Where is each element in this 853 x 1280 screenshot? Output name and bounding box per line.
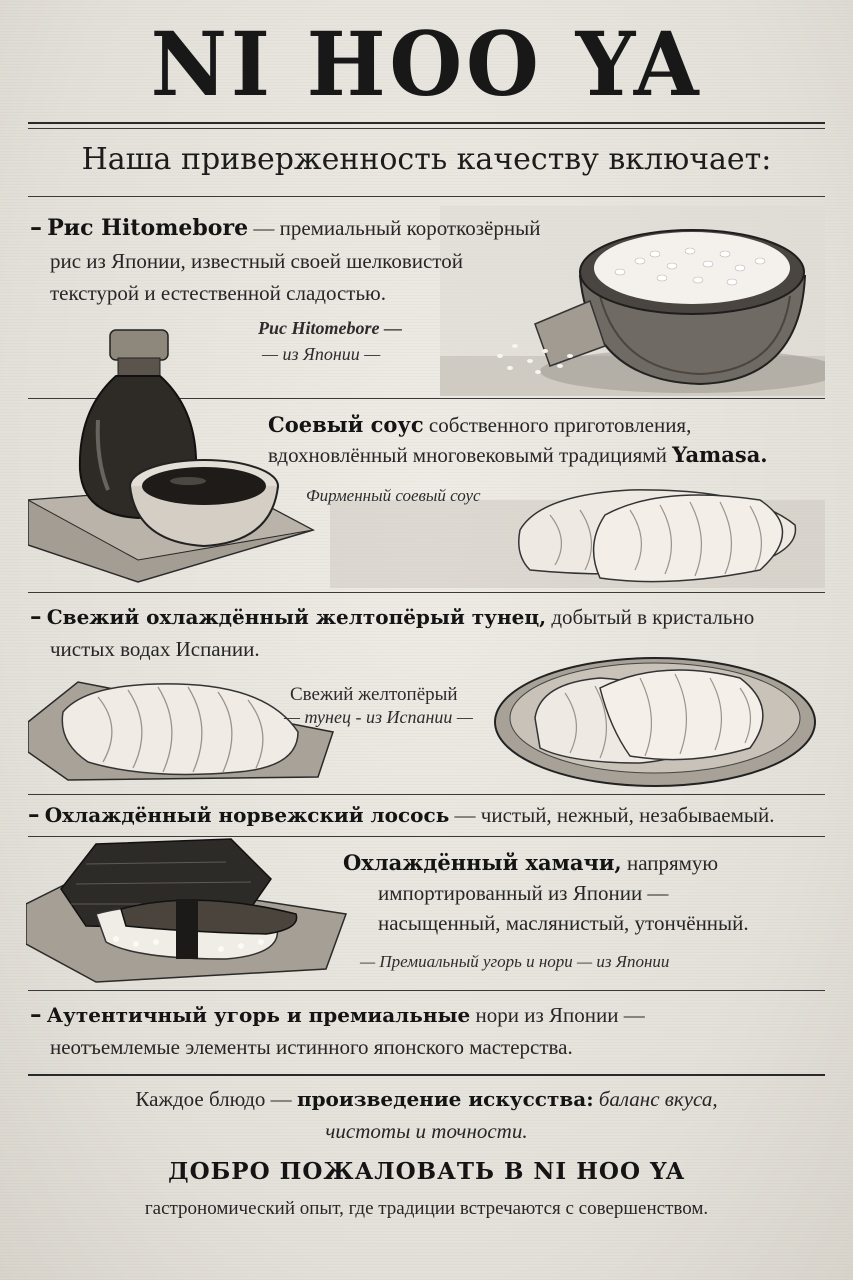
tuna-line-2: чистых водах Испании. (50, 637, 260, 661)
rice-line-3: текстурой и естественной сладостью. (50, 281, 386, 305)
tuna-title: Свежий охлаждённый желтопёрый тунец, (46, 605, 547, 629)
divider-tuna (28, 794, 825, 795)
eel-line-2: неотъемлемые элементы истинного японского мастерства. (50, 1035, 573, 1059)
hamachi-line-1: напрямую (621, 851, 719, 875)
soy-description (268, 410, 691, 440)
footer-divider (28, 1074, 825, 1076)
hamachi-title: Охлаждённый хамачи, (343, 850, 622, 875)
soy-caption: Фирменный соевый соус (306, 486, 481, 505)
rice-description (30, 212, 590, 243)
hamachi-line-3: насыщенный, маслянистый, утончённый. (378, 911, 749, 935)
eel-nori-sushi-illustration (26, 834, 351, 984)
rice-title: Рис Hitomebore (47, 215, 249, 241)
divider-hamachi (28, 990, 825, 991)
hamachi-caption: — Премиальный угорь и нори — из Японии (360, 952, 670, 971)
title-divider-top (28, 122, 825, 124)
footer-line-2: чистоты и точности. (325, 1119, 528, 1143)
hamachi-line-2: импортированный из Японии — (378, 881, 669, 905)
list-dash: – (30, 603, 42, 630)
footer-line-1c: баланс вкуса, (593, 1087, 718, 1111)
rice-line-1: — премиальный короткозёрный (248, 216, 541, 240)
welcome-heading: ДОБРО ПОЖАЛОВАТЬ В NI HOO YA (168, 1158, 685, 1185)
soy-line-2-wrap (268, 440, 768, 470)
soy-line-1: собственного приготовления, (423, 413, 692, 437)
tuna-caption-2: — тунец - из Испании — (284, 707, 473, 727)
soy-line-2: вдохновлённый многовековымй традициямй (268, 443, 673, 467)
list-dash: – (30, 1001, 42, 1028)
soy-yamasa: Yamasa. (672, 442, 768, 467)
soy-title: Соевый соус (268, 412, 424, 437)
salmon-description (28, 800, 774, 830)
salmon-title: Охлаждённый норвежский лосось (44, 803, 450, 827)
tuna-plate-illustration (490, 648, 825, 790)
tuna-line-1: добытый в кристально (546, 605, 755, 629)
divider-soy (28, 592, 825, 593)
salmon-rest: — чистый, нежный, незабываемый. (449, 803, 775, 827)
footer-line-1 (0, 1084, 853, 1114)
tuna-description (30, 602, 754, 632)
hamachi-description (343, 848, 718, 878)
section-heading: Наша приверженность качеству включает: (81, 142, 772, 177)
rice-line-2: рис из Японии, известный своей шелковистой (50, 249, 463, 273)
eel-description (30, 1000, 645, 1030)
list-dash: – (30, 212, 42, 241)
page-title: NI HOO YA (150, 12, 703, 116)
footer-line-1b: произведение искусства: (296, 1087, 594, 1111)
eel-title: Аутентичный угорь и премиальные (46, 1003, 471, 1027)
heading-divider (28, 196, 825, 197)
eel-line-1: нори из Японии — (470, 1003, 645, 1027)
tuna-caption-1: Свежий желтопёрый (290, 684, 458, 705)
title-divider-bottom (28, 128, 825, 129)
rice-caption-origin: — из Японии — (262, 344, 381, 364)
list-dash: – (28, 801, 40, 828)
footer-line-1a: Каждое блюдо — (135, 1087, 297, 1111)
tagline: гастрономический опыт, где традиции встречаются с совершенством. (144, 1198, 709, 1219)
rice-caption-title: Рис Hitomebore — (258, 318, 402, 338)
